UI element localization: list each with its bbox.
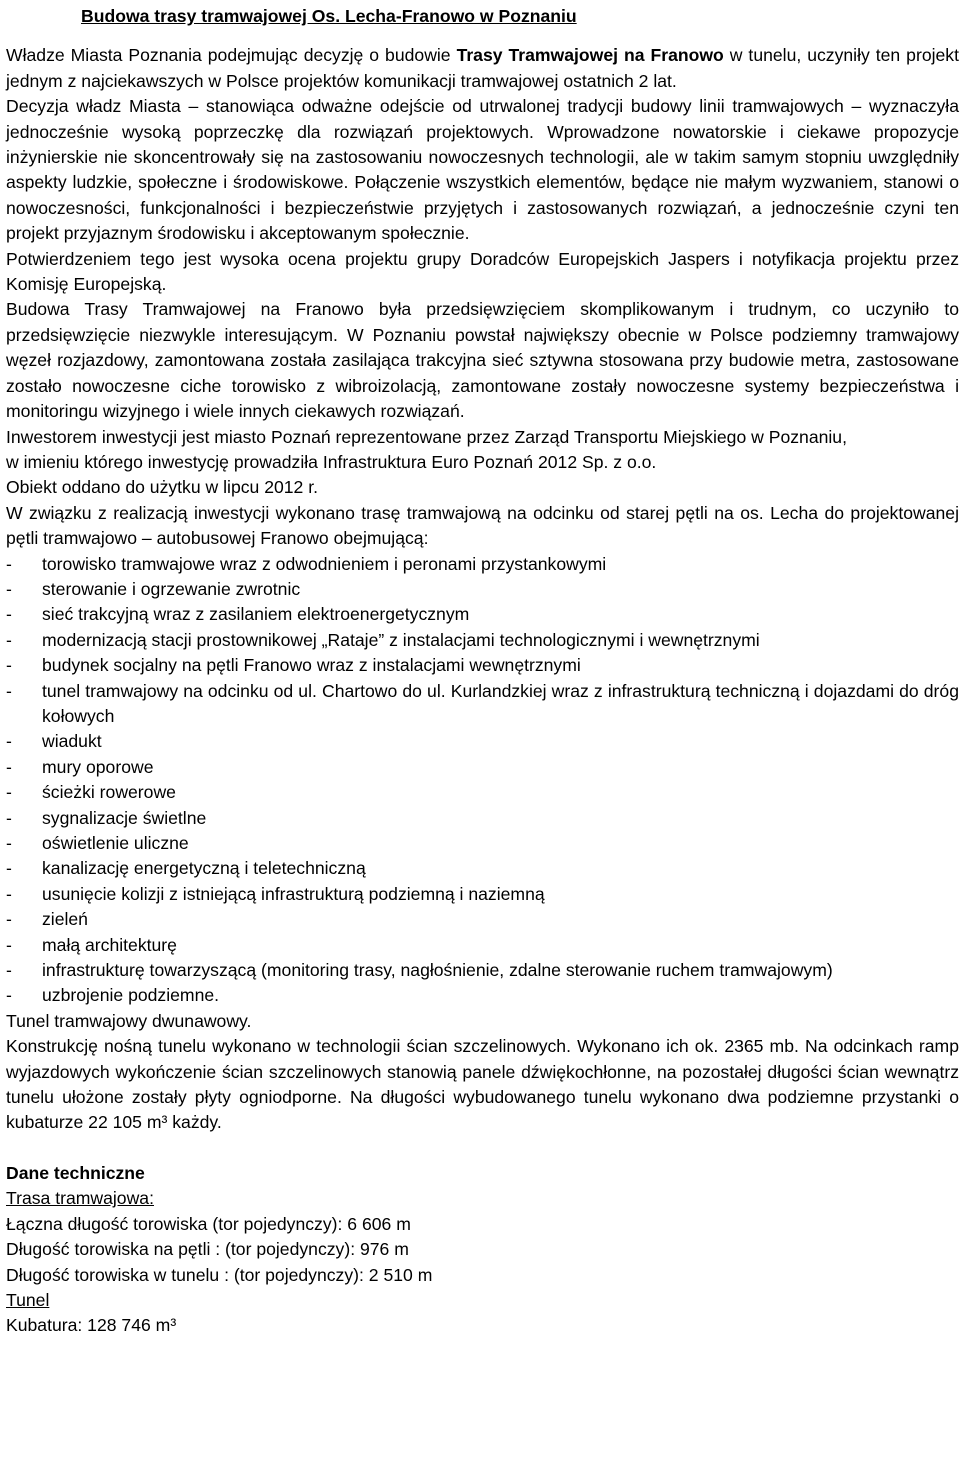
- track-loop-length: Długość torowiska na pętli : (tor pojedynczy): 976 m: [6, 1239, 409, 1260]
- list-item: [6, 679, 959, 730]
- list-item: [6, 933, 959, 958]
- list-dash: -: [6, 934, 12, 955]
- list-dash: -: [6, 655, 12, 676]
- list-item-text: usunięcie kolizji z istniejącą infrastrukturą podziemną i naziemną: [42, 883, 545, 904]
- paragraph-investor: Inwestorem inwestycji jest miasto Poznań reprezentowane przez Zarząd Transportu Miejskiego w Poznaniu,: [6, 426, 847, 447]
- list-item: [6, 856, 959, 881]
- scope-list: [6, 552, 959, 1009]
- list-dash: -: [6, 782, 12, 803]
- paragraph-scope: W związku z realizacją inwestycji wykonano trasę tramwajową na odcinku od starej pętli na os. Lecha do projektowanej pętli tramwajowo – autobusowej Franowo obejmującą:: [6, 502, 959, 549]
- list-item: [6, 577, 959, 602]
- list-item: [6, 831, 959, 856]
- spacer: [6, 29, 959, 43]
- list-item-text: sterowanie i ogrzewanie zwrotnic: [42, 578, 301, 599]
- list-dash: -: [6, 985, 12, 1006]
- list-item-text: oświetlenie uliczne: [42, 833, 189, 853]
- list-item: [6, 983, 959, 1008]
- list-dash: -: [6, 883, 12, 904]
- intro-text-bold: Trasy Tramwajowej na Franowo: [456, 45, 724, 66]
- list-dash: -: [6, 756, 12, 777]
- list-dash: -: [6, 731, 12, 752]
- list-item: [6, 907, 959, 932]
- list-item: [6, 806, 959, 831]
- list-item-text: ścieżki rowerowe: [42, 782, 176, 803]
- list-dash: -: [6, 578, 12, 599]
- list-item-text: torowisko tramwajowe wraz z odwodnieniem i peronami przystankowymi: [42, 553, 607, 574]
- list-item-text: kanalizację energetyczną i teletechniczną: [42, 858, 366, 879]
- list-dash: -: [6, 604, 12, 625]
- technical-data-heading: Dane techniczne: [6, 1162, 145, 1183]
- list-item: [6, 729, 959, 754]
- list-dash: -: [6, 680, 12, 701]
- paragraph-contractor: w imieniu którego inwestycję prowadziła Infrastruktura Euro Poznań 2012 Sp. z o.o.: [6, 451, 657, 472]
- list-item: [6, 628, 959, 653]
- list-item-text: tunel tramwajowy na odcinku od ul. Chartowo do ul. Kurlandzkiej wraz z infrastrukturą techniczną i dojazdami do dróg kołowych: [42, 680, 959, 726]
- tunnel-volume: Kubatura: 128 746 m³: [6, 1315, 177, 1336]
- list-item: [6, 780, 959, 805]
- list-dash: -: [6, 629, 12, 650]
- list-dash: -: [6, 553, 12, 574]
- list-item-text: małą architekturę: [42, 934, 177, 955]
- list-item-text: zieleń: [42, 909, 88, 930]
- document: [6, 4, 959, 1339]
- intro-text-c: w tunelu, uczyniły ten projekt jednym z najciekawszych w Polsce projektów komunikacji tramwajowej ostatnich 2 lat.: [6, 45, 959, 91]
- tunnel-heading: Tunel: [6, 1289, 50, 1310]
- list-item-text: sygnalizacje świetlne: [42, 807, 207, 828]
- list-item-text: budynek socjalny na pętli Franowo wraz z instalacjami wewnętrznymi: [42, 655, 581, 676]
- list-dash: -: [6, 960, 12, 981]
- list-item-text: sieć trakcyjną wraz z zasilaniem elektroenergetycznym: [42, 604, 470, 625]
- list-item: [6, 755, 959, 780]
- list-dash: -: [6, 909, 12, 930]
- spacer: [6, 1136, 959, 1161]
- list-item: [6, 602, 959, 627]
- paragraph-tunnel-structure: Konstrukcję nośną tunelu wykonano w technologii ścian szczelinowych. Wykonano ich ok. 2365 mb. Na odcinkach ramp wyjazdowych wykończenie ścian szczelinowych stanowią panele dźwiękochłonne, na pozostałej długości ścian wewnątrz tunelu ułożone zostały płyty ogniodporne. Na długości wybudowanego tunelu wykonano dwa podziemne przystanki o kubaturze 22 105 m³ każdy.: [6, 1036, 959, 1133]
- list-item: [6, 882, 959, 907]
- list-item-text: uzbrojenie podziemne.: [42, 985, 220, 1006]
- list-dash: -: [6, 833, 12, 853]
- list-item: [6, 552, 959, 577]
- list-item-text: modernizacją stacji prostownikowej „Rataje” z instalacjami technologicznymi i wewnętrznymi: [42, 629, 760, 650]
- list-dash: -: [6, 858, 12, 879]
- intro-text-a: Władze Miasta Poznania podejmując decyzję o budowie: [6, 45, 457, 66]
- document-title: Budowa trasy tramwajowej Os. Lecha-Franowo w Poznaniu: [81, 6, 577, 26]
- paragraph-tunnel-type: Tunel tramwajowy dwunawowy.: [6, 1010, 252, 1031]
- track-tunnel-length: Długość torowiska w tunelu : (tor pojedynczy): 2 510 m: [6, 1264, 433, 1285]
- list-item-text: wiadukt: [42, 731, 102, 752]
- paragraph-jaspers: Potwierdzeniem tego jest wysoka ocena projektu grupy Doradców Europejskich Jaspers i notyfikacja projektu przez Komisję Europejską.: [6, 248, 959, 295]
- list-item: [6, 958, 959, 983]
- list-item: [6, 653, 959, 678]
- list-dash: -: [6, 807, 12, 828]
- paragraph-decision: Decyzja władz Miasta – stanowiąca odważne odejście od utrwalonej tradycji budowy linii tramwajowych – wyznaczyła jednocześnie wysoką poprzeczkę dla rozwiązań projektowych. Wprowadzone nowatorskie i ciekawe propozycje inżynierskie nie skoncentrowały się na zastosowaniu nowoczesnych technologii, ale w takim samym stopniu uwzględniły aspekty ludzkie, społeczne i środowiskowe. Połączenie wszystkich elementów, będące nie małym wyzwaniem, stanowi o nowoczesności, funkcjonalności i bezpieczeństwie przyjętych i zastosowanych rozwiązań, a jednocześnie czyni ten projekt przyjaznym środowisku i akceptowanym społecznie.: [6, 96, 959, 244]
- track-total-length: Łączna długość torowiska (tor pojedynczy): 6 606 m: [6, 1213, 411, 1234]
- list-item-text: infrastrukturę towarzyszącą (monitoring trasy, nagłośnienie, zdalne sterowanie ruchem tramwajowym): [42, 960, 833, 981]
- paragraph-intro: [6, 43, 959, 94]
- paragraph-construction: Budowa Trasy Tramwajowej na Franowo była przedsięwzięciem skomplikowanym i trudnym, co uczyniło to przedsięwzięcie niezwykle interesującym. W Poznaniu powstał największy obecnie w Polsce podziemny tramwajowy węzeł rozjazdowy, zamontowana została zasilająca trakcyjna sieć sztywna stosowana przy budowie metra, zastosowane zostało nowoczesne ciche torowisko z wibroizolacją, zamontowane zostały nowoczesne systemy bezpieczeństwa i monitoringu wizyjnego i wiele innych ciekawych rozwiązań.: [6, 299, 959, 422]
- paragraph-completion: Obiekt oddano do użytku w lipcu 2012 r.: [6, 477, 318, 498]
- list-item-text: mury oporowe: [42, 756, 154, 777]
- track-heading: Trasa tramwajowa:: [6, 1188, 154, 1209]
